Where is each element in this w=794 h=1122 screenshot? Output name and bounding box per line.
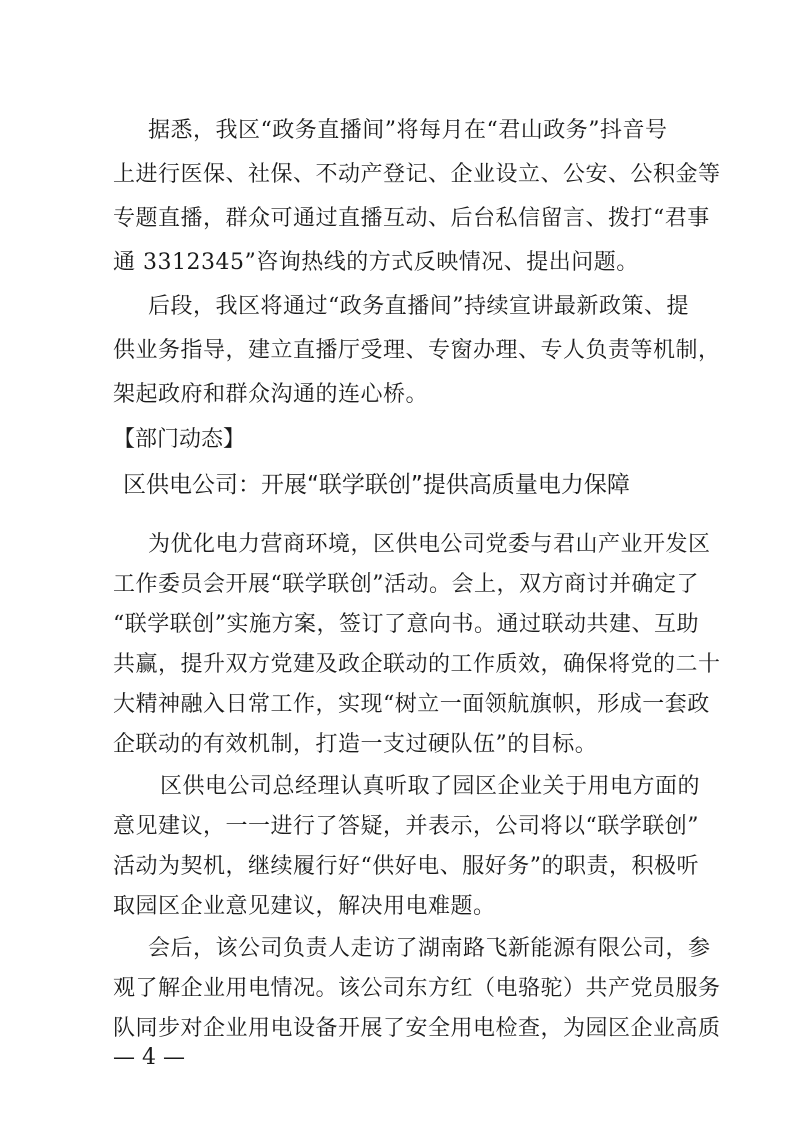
text-line: 会后，该公司负责人走访了湖南路飞新能源有限公司，参 — [148, 936, 711, 961]
text-line: 企联动的有效机制，打造一支过硬队伍”的目标。 — [113, 732, 598, 757]
section-tag: 【部门动态】 — [113, 427, 246, 452]
text-line: 专题直播，群众可通过直播互动、后台私信留言、拨打“君事 — [113, 206, 710, 231]
text-line: 据悉，我区“政务直播间”将每月在“君山政务”抖音号 — [148, 118, 668, 143]
text-line: 为优化电力营商环境，区供电公司党委与君山产业开发区 — [148, 532, 711, 557]
text-line: 架起政府和群众沟通的连心桥。 — [113, 382, 429, 407]
text-line: 取园区企业意见建议，解决用电难题。 — [113, 894, 496, 919]
text-line: 共赢，提升双方党建及政企联动的工作质效，确保将党的二十 — [113, 652, 721, 677]
text-line: 通 3312345”咨询热线的方式反映情况、提出问题。 — [113, 250, 639, 275]
text-line: 工作委员会开展“联学联创”活动。会上，双方商讨并确定了 — [113, 572, 699, 597]
page-number: — 4 — — [113, 1045, 185, 1070]
text-line: 大精神融入日常工作，实现“树立一面领航旗帜，形成一套政 — [113, 692, 710, 717]
article-title: 区供电公司：开展“联学联创”提供高质量电力保障 — [123, 472, 630, 498]
text-line: 供业务指导，建立直播厅受理、专窗办理、专人负责等机制， — [113, 338, 721, 363]
text-line: 区供电公司总经理认真听取了园区企业关于用电方面的 — [160, 774, 701, 799]
text-line: “联学联创”实施方案，签订了意向书。通过联动共建、互助 — [113, 612, 699, 637]
text-line: 队同步对企业用电设备开展了安全用电检查，为园区企业高质 — [113, 1016, 721, 1041]
text-line: 活动为契机，继续履行好“供好电、服好务”的职责，积极听 — [113, 854, 699, 879]
text-line: 观了解企业用电情况。该公司东方红（电骆驼）共产党员服务 — [113, 976, 721, 1001]
text-line: 上进行医保、社保、不动产登记、企业设立、公安、公积金等 — [113, 162, 721, 187]
text-line: 意见建议，一一进行了答疑，并表示，公司将以“联学联创” — [113, 814, 699, 839]
text-line: 后段，我区将通过“政务直播间”持续宣讲最新政策、提 — [148, 294, 689, 319]
